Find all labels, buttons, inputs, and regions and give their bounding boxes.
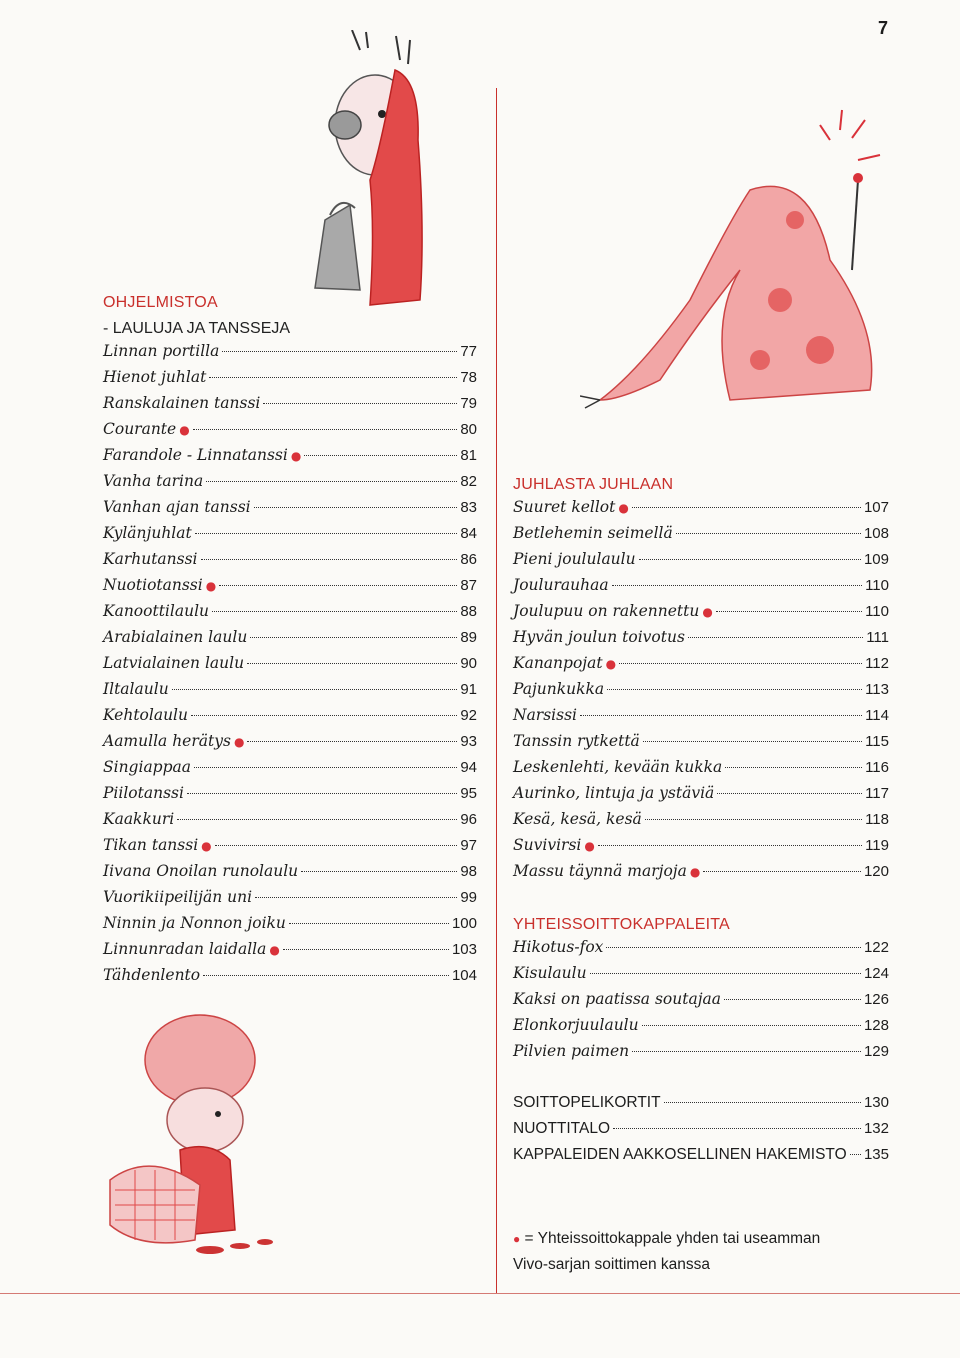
dot-leader	[724, 999, 861, 1000]
ensemble-dot-icon: ●	[269, 943, 280, 957]
toc-entry-title: Massu täynnä marjoja	[513, 862, 687, 880]
toc-entry	[103, 836, 477, 862]
toc-entry	[513, 1016, 889, 1042]
toc-entry-title: Vanhan ajan tanssi	[103, 498, 251, 516]
bottom-rule	[0, 1293, 960, 1294]
footnote	[513, 1226, 820, 1278]
toc-entry	[103, 888, 477, 914]
toc-entry-page: 83	[460, 499, 477, 516]
section-heading-juhlasta: JUHLASTA JUHLAAN	[513, 476, 674, 493]
toc-entry	[103, 628, 477, 654]
dot-leader	[645, 819, 862, 820]
dot-leader	[191, 715, 457, 716]
toc-entry	[513, 964, 889, 990]
toc-entry-title: Latvialainen laulu	[103, 654, 245, 672]
page-number: 7	[877, 18, 888, 38]
toc-entry-title: Narsissi	[513, 706, 577, 724]
section-heading-yhteissoitto: YHTEISSOITTOKAPPALEITA	[513, 916, 730, 933]
toc-entry	[513, 990, 889, 1016]
toc-entry-title: Hikotus-fox	[513, 938, 604, 956]
toc-entry-title: Piilotanssi	[103, 784, 184, 802]
dot-leader	[703, 871, 861, 872]
toc-entry-title: Joulurauhaa	[513, 576, 609, 594]
toc-entry-page: 77	[460, 343, 477, 360]
toc-entry-page: 103	[451, 941, 477, 958]
toc-entry-page: 104	[451, 967, 477, 984]
toc-entry-title: Joulupuu on rakennettu	[513, 602, 700, 620]
toc-entry	[513, 576, 889, 602]
toc-yhteissoitto	[513, 938, 889, 1068]
section-subheading: - LAULUJA JA TANSSEJA	[103, 320, 291, 337]
toc-entry-page: 126	[863, 991, 889, 1008]
dot-leader	[254, 507, 458, 508]
toc-entry	[103, 342, 477, 368]
toc-entry	[513, 654, 889, 680]
toc-entry	[513, 836, 889, 862]
toc-entry-title: Singiappaa	[103, 758, 192, 776]
toc-entry-page: 78	[460, 369, 477, 386]
illustration-character-with-gingham-bag	[100, 1010, 300, 1270]
toc-entry	[513, 524, 889, 550]
dot-leader	[632, 1051, 861, 1052]
toc-entry	[513, 1146, 889, 1172]
dot-leader	[177, 819, 457, 820]
toc-entry-page: 97	[460, 837, 477, 854]
toc-entry-title: Pajunkukka	[513, 680, 605, 698]
toc-entry	[513, 602, 889, 628]
toc-entry-page: 132	[863, 1120, 889, 1137]
toc-entry-page: 91	[460, 681, 477, 698]
dot-leader	[613, 1128, 861, 1129]
toc-entry	[103, 472, 477, 498]
toc-entry	[513, 1094, 889, 1120]
dot-leader	[195, 533, 458, 534]
toc-entry	[103, 394, 477, 420]
dot-leader	[203, 975, 449, 976]
ensemble-dot-icon: ●	[689, 865, 701, 879]
toc-entry-page: 95	[460, 785, 477, 802]
dot-leader	[215, 845, 458, 846]
toc-entry-title: Iltalaulu	[103, 680, 169, 698]
toc-entry	[513, 862, 889, 888]
toc-entry-page: 114	[865, 707, 889, 724]
dot-leader	[606, 947, 861, 948]
toc-entry	[103, 966, 477, 992]
toc-entry-page: 110	[865, 603, 889, 620]
toc-entry-page: 80	[460, 421, 477, 438]
dot-leader	[612, 585, 863, 586]
dot-leader	[250, 637, 457, 638]
toc-entry-title: Leskenlehti, kevään kukka	[513, 758, 723, 776]
dot-leader	[194, 767, 457, 768]
toc-entry	[513, 938, 889, 964]
toc-entry	[103, 732, 477, 758]
ensemble-dot-icon: ●	[605, 657, 617, 671]
dot-leader	[590, 973, 861, 974]
toc-juhlasta	[513, 498, 889, 888]
toc-entry	[513, 732, 889, 758]
toc-entry	[103, 680, 477, 706]
toc-entry	[513, 498, 889, 524]
toc-entry	[103, 524, 477, 550]
toc-entry-page: 128	[863, 1017, 889, 1034]
toc-entry-title: Vuorikiipeilijän uni	[103, 888, 253, 906]
dot-leader	[301, 871, 457, 872]
toc-entry-title: Ninnin ja Nonnon joiku	[103, 914, 286, 932]
toc-entry	[103, 446, 477, 472]
toc-entry	[103, 368, 477, 394]
toc-entry	[513, 706, 889, 732]
ensemble-dot-icon: ●	[205, 579, 217, 593]
toc-entry-title: KAPPALEIDEN AAKKOSELLINEN HAKEMISTO	[513, 1146, 847, 1163]
dot-leader	[289, 923, 449, 924]
toc-entry-title: Iivana Onoilan runolaulu	[103, 862, 299, 880]
toc-entry	[103, 862, 477, 888]
toc-entry-title: SOITTOPELIKORTIT	[513, 1094, 661, 1111]
toc-entry	[513, 1042, 889, 1068]
toc-entry	[103, 602, 477, 628]
dot-leader	[619, 663, 862, 664]
toc-entry-title: Kylänjuhlat	[103, 524, 192, 542]
toc-entry-page: 112	[865, 655, 889, 672]
dot-leader	[247, 741, 457, 742]
toc-entry-title: Farandole - Linnatanssi	[103, 446, 288, 464]
toc-entry-page: 90	[460, 655, 477, 672]
toc-entry-page: 108	[863, 525, 889, 542]
dot-leader	[206, 481, 457, 482]
dot-leader	[209, 377, 457, 378]
ensemble-dot-icon: ●	[618, 501, 629, 515]
dot-leader	[716, 611, 862, 612]
illustration-character-with-bag	[300, 30, 450, 315]
toc-entry-title: Vanha tarina	[103, 472, 204, 490]
toc-entry	[103, 498, 477, 524]
toc-entry	[513, 1120, 889, 1146]
toc-entry-page: 107	[863, 499, 889, 516]
toc-entry-title: Arabialainen laulu	[103, 628, 248, 646]
dot-leader	[255, 897, 457, 898]
toc-entry-title: NUOTTITALO	[513, 1120, 611, 1137]
toc-entry-page: 120	[863, 863, 889, 880]
toc-entry-page: 79	[460, 395, 477, 412]
toc-entry-title: Betlehemin seimellä	[513, 524, 673, 542]
toc-entry	[103, 576, 477, 602]
toc-entry	[103, 758, 477, 784]
toc-entry-title: Kehtolaulu	[103, 706, 189, 724]
toc-entry-title: Kaksi on paatissa soutajaa	[513, 990, 721, 1008]
toc-entry-title: Aurinko, lintuja ja ystäviä	[513, 784, 715, 802]
dot-leader	[632, 507, 861, 508]
ensemble-dot-icon: ●	[290, 449, 302, 463]
toc-entry-page: 82	[460, 473, 477, 490]
toc-entry-page: 130	[863, 1094, 889, 1111]
toc-entry-title: Kaakkuri	[103, 810, 175, 828]
toc-extras	[513, 1094, 889, 1172]
dot-leader	[187, 793, 457, 794]
toc-entry	[103, 550, 477, 576]
toc-entry-title: Pieni joululaulu	[513, 550, 636, 568]
toc-entry-title: Ranskalainen tanssi	[103, 394, 261, 412]
dot-leader	[607, 689, 862, 690]
ensemble-dot-icon: ●	[201, 839, 212, 853]
toc-entry-title: Tähdenlento	[103, 966, 201, 984]
toc-entry-page: 109	[863, 551, 889, 568]
toc-entry-page: 98	[460, 863, 477, 880]
toc-entry-page: 110	[865, 577, 889, 594]
dot-leader	[219, 585, 457, 586]
toc-entry-title: Hienot juhlat	[103, 368, 207, 386]
toc-entry	[103, 706, 477, 732]
toc-entry-page: 115	[865, 733, 889, 750]
toc-entry-title: Aamulla herätys	[103, 732, 231, 750]
illustration-character-with-wand	[580, 100, 910, 440]
dot-leader	[688, 637, 863, 638]
toc-entry-title: Suvivirsi	[513, 836, 582, 854]
dot-leader	[263, 403, 457, 404]
dot-leader	[580, 715, 862, 716]
toc-entry-title: Suuret kellot	[513, 498, 616, 516]
toc-entry-title: Kisulaulu	[513, 964, 587, 982]
toc-entry-page: 100	[451, 915, 477, 932]
toc-entry-page: 94	[460, 759, 477, 776]
toc-entry-title: Linnan portilla	[103, 342, 220, 360]
toc-entry-page: 99	[460, 889, 477, 906]
toc-entry-title: Kesä, kesä, kesä	[513, 810, 642, 828]
dot-leader	[247, 663, 457, 664]
toc-entry	[103, 914, 477, 940]
toc-entry-title: Kanoottilaulu	[103, 602, 210, 620]
toc-entry-title: Nuotiotanssi	[103, 576, 203, 594]
dot-leader	[643, 741, 862, 742]
toc-entry-page: 111	[866, 629, 889, 646]
ensemble-dot-icon: ●	[702, 605, 713, 619]
toc-entry-page: 113	[865, 681, 889, 698]
dot-leader	[222, 351, 457, 352]
dot-leader	[639, 559, 861, 560]
toc-entry	[103, 810, 477, 836]
dot-leader	[193, 429, 458, 430]
toc-entry-page: 119	[865, 837, 889, 854]
toc-entry-page: 135	[863, 1146, 889, 1163]
dot-leader	[717, 793, 862, 794]
toc-entry-title: Tikan tanssi	[103, 836, 199, 854]
toc-entry-title: Elonkorjuulaulu	[513, 1016, 639, 1034]
toc-entry	[513, 628, 889, 654]
toc-entry-page: 116	[865, 759, 889, 776]
ensemble-dot-icon: ●	[584, 839, 595, 853]
dot-leader	[283, 949, 449, 950]
footnote-dot-marker: ●	[513, 1232, 521, 1246]
ensemble-dot-icon: ●	[179, 423, 190, 437]
toc-entry-page: 118	[865, 811, 889, 828]
toc-entry-page: 129	[863, 1043, 889, 1060]
toc-entry-title: Karhutanssi	[103, 550, 198, 568]
dot-leader	[642, 1025, 861, 1026]
toc-entry-title: Hyvän joulun toivotus	[513, 628, 685, 646]
toc-entry-page: 117	[865, 785, 889, 802]
toc-entry-title: Tanssin rytkettä	[513, 732, 640, 750]
dot-leader	[304, 455, 457, 456]
footnote-line-2: Vivo-sarjan soittimen kanssa	[513, 1256, 710, 1273]
toc-entry	[513, 758, 889, 784]
section-heading-ohjelmistoa: OHJELMISTOA	[103, 294, 218, 311]
dot-leader	[598, 845, 862, 846]
dot-leader	[212, 611, 457, 612]
dot-leader	[850, 1154, 861, 1155]
dot-leader	[172, 689, 458, 690]
column-divider	[496, 88, 497, 1293]
toc-entry-page: 96	[460, 811, 477, 828]
toc-entry-title: Pilvien paimen	[513, 1042, 630, 1060]
dot-leader	[201, 559, 458, 560]
toc-entry-title: Courante	[103, 420, 177, 438]
toc-entry	[513, 810, 889, 836]
toc-entry-page: 92	[460, 707, 477, 724]
footnote-line-1: = Yhteissoittokappale yhden tai useamman	[520, 1230, 821, 1247]
toc-entry-page: 86	[460, 551, 477, 568]
toc-entry	[513, 784, 889, 810]
toc-entry-page: 84	[460, 525, 477, 542]
toc-entry	[513, 680, 889, 706]
toc-entry-title: Linnunradan laidalla	[103, 940, 267, 958]
toc-entry	[103, 654, 477, 680]
dot-leader	[676, 533, 861, 534]
toc-entry	[103, 420, 477, 446]
toc-entry-page: 122	[863, 939, 889, 956]
toc-entry-page: 124	[863, 965, 889, 982]
toc-entry-page: 87	[460, 577, 477, 594]
ensemble-dot-icon: ●	[233, 735, 245, 749]
toc-entry	[513, 550, 889, 576]
toc-entry-page: 88	[460, 603, 477, 620]
toc-entry-page: 93	[460, 733, 477, 750]
toc-entry-page: 81	[460, 447, 477, 464]
toc-entry	[103, 784, 477, 810]
toc-entry	[103, 940, 477, 966]
dot-leader	[664, 1102, 861, 1103]
toc-entry-page: 89	[460, 629, 477, 646]
dot-leader	[725, 767, 862, 768]
toc-entry-title: Kananpojat	[513, 654, 603, 672]
toc-left	[103, 342, 477, 992]
